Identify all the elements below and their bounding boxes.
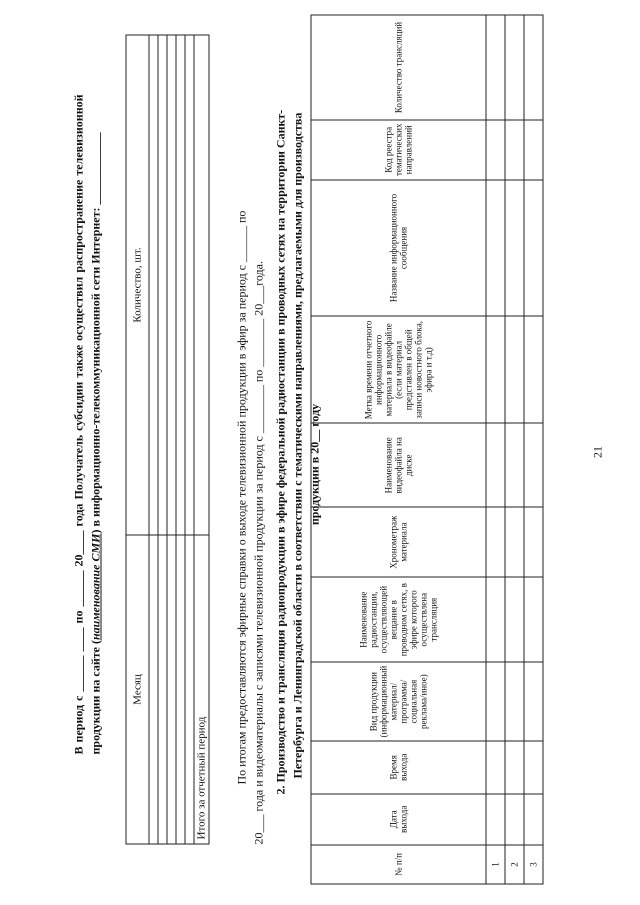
table-row [167,35,176,844]
period-from-text: В период с [71,695,85,755]
table2-header-row [311,15,486,884]
col-registry-header: Код реестра тематических направлений [311,120,486,180]
row-number: 3 [524,845,543,884]
row-number: 1 [486,845,505,884]
media-name: наименование СМИ [88,533,102,640]
intro-text-a: Получатель субсидии также осуществил распространение телевизионной продукции на сайте ( [71,94,102,755]
year-prefix: 20 [71,554,85,567]
section-title-line-2: Петербурга и Ленинградской области в соответствии с тематическими направлениями, предлагаемыми для производства [290,112,304,779]
table-row [524,15,543,884]
year-blank: ____ [71,530,85,555]
total-label: Итого за отчетный период [194,535,209,844]
section-title-line-1: Производство и трансляция радиопродукции в эфире федеральной радиостанции в проводных сетях на территории Санкт- [273,109,287,783]
table-row [149,35,158,844]
table-row [486,15,505,884]
col-number-header: № п/п [311,845,486,884]
day-blank: ____ [71,627,85,652]
row-number: 2 [505,845,524,884]
table1-header-row [126,35,149,844]
table-row [176,35,185,844]
col-title-header: Название информационного сообщения [311,180,486,317]
monthly-count-table [125,35,209,845]
col-type-header: Вид продукции (информационный материал/ программа/социальная реклама/иное) [311,662,486,741]
intro-paragraph [70,95,104,755]
reports-paragraph [233,125,267,845]
count-header: Количество, шт. [126,35,149,535]
intro-text-b: ) в информационно-телекоммуникационной сети Интернет: [88,207,102,534]
period-to-blank: ______ [71,570,85,607]
table-row [158,35,167,844]
url-blank: ____________ [88,132,102,205]
reports-line-2: 20___ года и видеоматериалы с записями телевизионной продукции за период с ________ по ________ 20___года. [251,261,265,845]
col-date-header: Дата выхода [311,794,486,845]
section-title-line-3: продукции в 20__ году [307,403,321,526]
radio-broadcast-table [310,15,543,885]
col-time-header: Время выхода [311,741,486,794]
table-row [505,15,524,884]
page-number: 21 [590,446,604,458]
table-row [185,35,194,844]
col-station-header: Наименование радиостанции, осуществляющей вещание в проводном сетях, в эфире которого осуществлена трансляция [311,577,486,662]
col-duration-header: Хронометраж материала [311,507,486,577]
year-suffix: года [71,503,85,527]
col-count-header: Количество трансляций [311,15,486,120]
period-from-blank: ______ [71,655,85,692]
section-number: 2. [273,785,287,795]
col-timestamp-header: Метка времени отчетного информационного материала в видеофайле (если материал представлен в общей записи новостного блока, эфира и т.д) [311,316,486,423]
col-file-header: Наименование видеофайла на диске [311,423,486,507]
total-row [194,35,209,844]
reports-line-1: По итогам предоставляются эфирные справки о выходе телевизионной продукции в эфир за период с ______ по [234,210,248,785]
month-header: Месяц [126,535,149,844]
to-text: по [71,610,85,624]
